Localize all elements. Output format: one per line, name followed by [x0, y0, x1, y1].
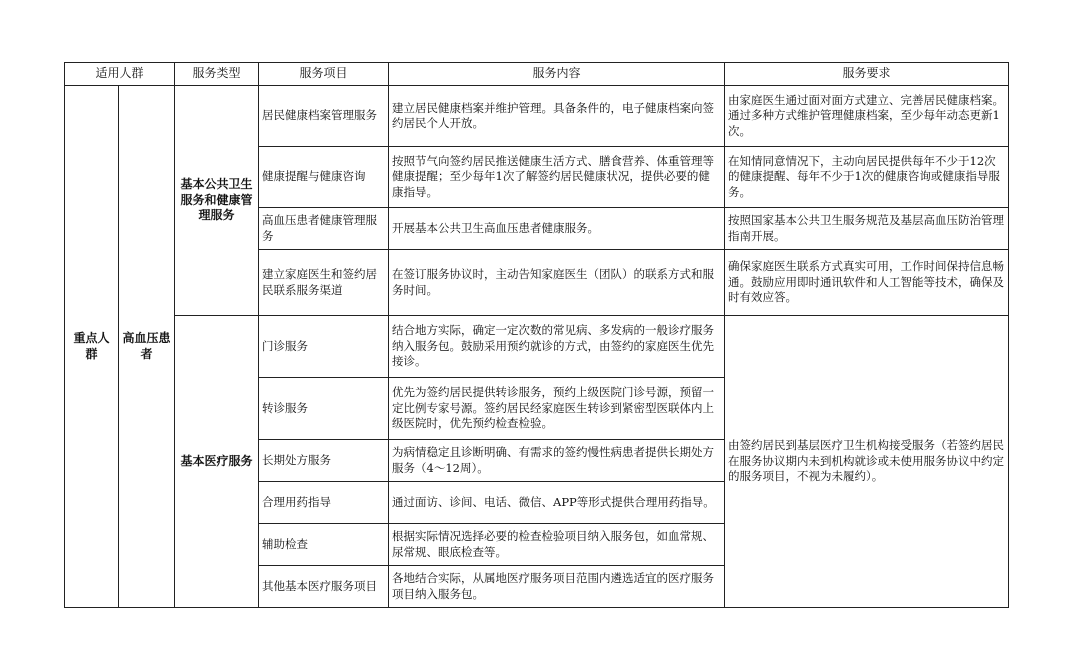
service-type-cell: 基本公共卫生服务和健康管理服务 — [175, 86, 259, 316]
service-content-cell: 为病情稳定且诊断明确、有需求的签约慢性病患者提供长期处方服务（4～12周）。 — [389, 440, 725, 482]
table-row — [65, 86, 1009, 147]
service-requirement-cell: 由签约居民到基层医疗卫生机构接受服务（若签约居民在服务协议期内未到机构就诊或未使用服务协议中约定的服务项目，不视为未履约）。 — [725, 316, 1009, 608]
service-requirement-cell: 由家庭医生通过面对面方式建立、完善居民健康档案。通过多种方式维护管理健康档案，至少每年动态更新1次。 — [725, 86, 1009, 147]
service-item-cell: 健康提醒与健康咨询 — [259, 147, 389, 208]
service-content-cell: 开展基本公共卫生高血压患者健康服务。 — [389, 208, 725, 250]
service-item-cell: 高血压患者健康管理服务 — [259, 208, 389, 250]
service-requirement-cell: 按照国家基本公共卫生服务规范及基层高血压防治管理指南开展。 — [725, 208, 1009, 250]
service-content-cell: 各地结合实际，从属地医疗服务项目范围内遴选适宜的医疗服务项目纳入服务包。 — [389, 566, 725, 608]
service-requirement-cell: 确保家庭医生联系方式真实可用，工作时间保持信息畅通。鼓励应用即时通讯软件和人工智能等技术，确保及时有效应答。 — [725, 250, 1009, 316]
service-item-cell: 建立家庭医生和签约居民联系服务渠道 — [259, 250, 389, 316]
service-content-cell: 优先为签约居民提供转诊服务，预约上级医院门诊号源，预留一定比例专家号源。签约居民经家庭医生转诊到紧密型医联体内上级医院时，优先预约检查检验。 — [389, 378, 725, 440]
table-header-row — [65, 63, 1009, 86]
header-service-type: 服务类型 — [175, 63, 259, 86]
service-content-cell: 在签订服务协议时，主动告知家庭医生（团队）的联系方式和服务时间。 — [389, 250, 725, 316]
service-content-cell: 建立居民健康档案并维护管理。具备条件的，电子健康档案向签约居民个人开放。 — [389, 86, 725, 147]
service-item-cell: 转诊服务 — [259, 378, 389, 440]
service-content-cell: 通过面访、诊间、电话、微信、APP等形式提供合理用药指导。 — [389, 482, 725, 524]
header-population: 适用人群 — [65, 63, 175, 86]
service-content-cell: 根据实际情况选择必要的检查检验项目纳入服务包，如血常规、尿常规、眼底检查等。 — [389, 524, 725, 566]
service-content-cell: 按照节气向签约居民推送健康生活方式、膳食营养、体重管理等健康提醒；至少每年1次了解签约居民健康状况，提供必要的健康指导。 — [389, 147, 725, 208]
service-content-cell: 结合地方实际，确定一定次数的常见病、多发病的一般诊疗服务纳入服务包。鼓励采用预约就诊的方式，由签约的家庭医生优先接诊。 — [389, 316, 725, 378]
service-item-cell: 辅助检查 — [259, 524, 389, 566]
table-row — [65, 316, 1009, 378]
service-requirement-cell: 在知情同意情况下，主动向居民提供每年不少于12次的健康提醒、每年不少于1次的健康咨询或健康指导服务。 — [725, 147, 1009, 208]
service-type-cell: 基本医疗服务 — [175, 316, 259, 608]
service-item-cell: 居民健康档案管理服务 — [259, 86, 389, 147]
service-item-cell: 门诊服务 — [259, 316, 389, 378]
header-service-requirement: 服务要求 — [725, 63, 1009, 86]
service-table — [64, 62, 1009, 608]
header-service-item: 服务项目 — [259, 63, 389, 86]
header-service-content: 服务内容 — [389, 63, 725, 86]
service-item-cell: 其他基本医疗服务项目 — [259, 566, 389, 608]
service-item-cell: 长期处方服务 — [259, 440, 389, 482]
population-cell: 重点人群 — [65, 86, 119, 608]
subgroup-cell: 高血压患者 — [119, 86, 175, 608]
service-item-cell: 合理用药指导 — [259, 482, 389, 524]
